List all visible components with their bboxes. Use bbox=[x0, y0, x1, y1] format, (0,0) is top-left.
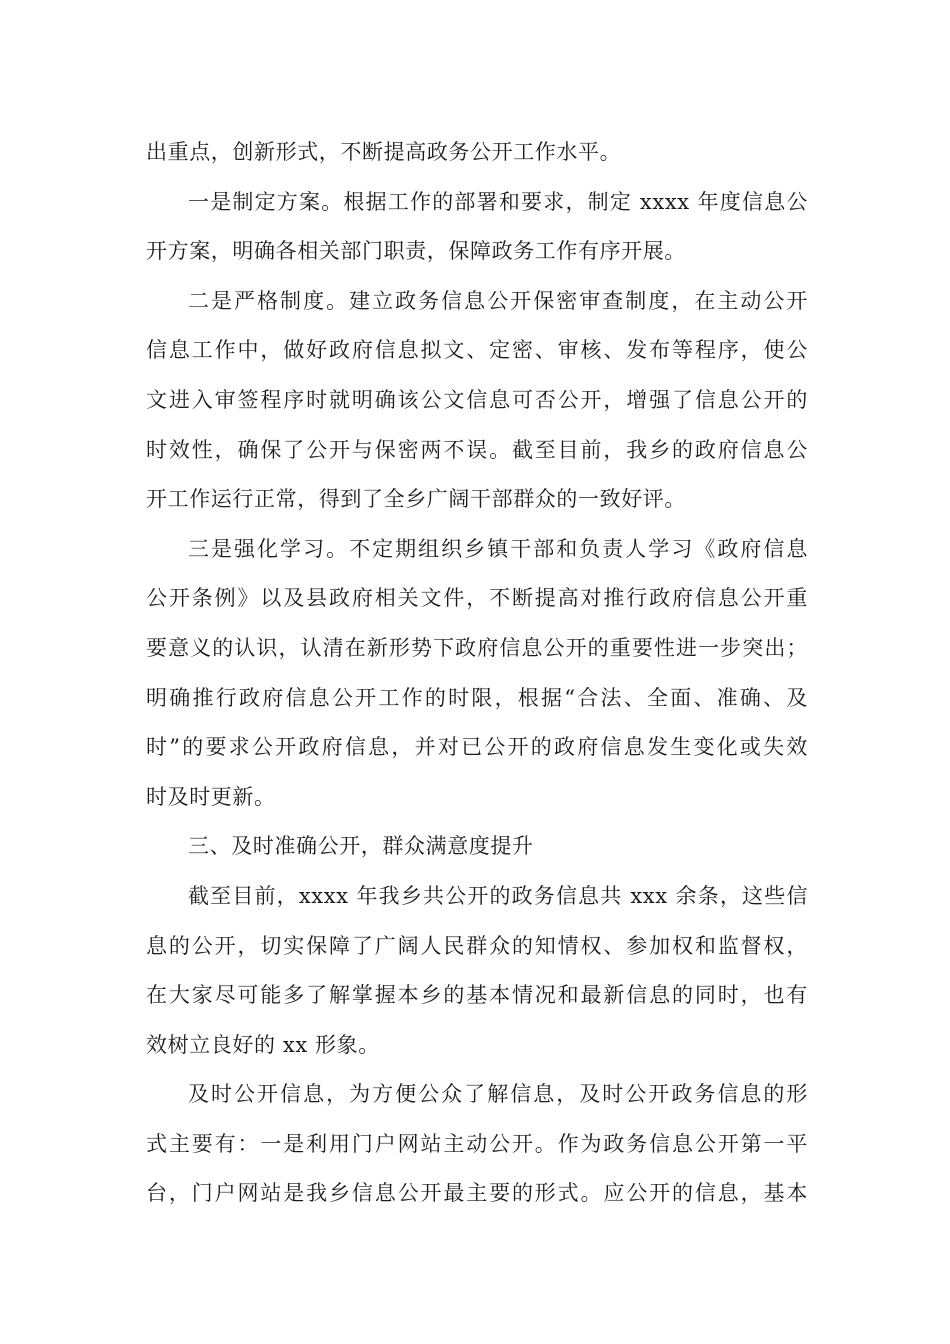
text-line: 时”的要求公开政府信息，并对已公开的政府信息发生变化或失效 bbox=[146, 735, 808, 760]
text-line: 文进入审签程序时就明确该公文信息可否公开，增强了信息公开的 bbox=[146, 387, 808, 412]
text-line: 明确推行政府信息公开工作的时限，根据“合法、全面、准确、及 bbox=[146, 685, 808, 710]
text-line: 在大家尽可能多了解掌握本乡的基本情况和最新信息的同时，也有 bbox=[146, 983, 808, 1008]
paragraph-start-line: 二是严格制度。建立政务信息公开保密审查制度，在主动公开 bbox=[188, 288, 808, 313]
text-line: 台，门户网站是我乡信息公开最主要的形式。应公开的信息，基本 bbox=[146, 1181, 808, 1206]
paragraph-start-line: 截至目前，xxxx 年我乡共公开的政务信息共 xxx 余条，这些信 bbox=[188, 883, 808, 908]
text-line: 开工作运行正常，得到了全乡广阔干部群众的一致好评。 bbox=[146, 487, 686, 512]
text-line: 开方案，明确各相关部门职责，保障政务工作有序开展。 bbox=[146, 239, 686, 264]
text-line: 时及时更新。 bbox=[146, 784, 276, 809]
paragraph-start-line: 一是制定方案。根据工作的部署和要求，制定 xxxx 年度信息公 bbox=[188, 189, 808, 214]
text-line: 出重点，创新形式，不断提高政务公开工作水平。 bbox=[146, 140, 622, 164]
section-heading: 三、及时准确公开，群众满意度提升 bbox=[188, 834, 534, 859]
text-line: 效树立良好的 xx 形象。 bbox=[146, 1032, 380, 1057]
paragraph-start-line: 及时公开信息，为方便公众了解信息，及时公开政务信息的形 bbox=[188, 1082, 808, 1107]
text-line: 信息工作中，做好政府信息拟文、定密、审核、发布等程序，使公 bbox=[146, 338, 808, 363]
document-body bbox=[146, 128, 808, 1219]
text-line: 要意义的认识，认清在新形势下政府信息公开的重要性进一步突出； bbox=[146, 635, 808, 660]
paragraph-start-line: 三是强化学习。不定期组织乡镇干部和负责人学习《政府信息 bbox=[188, 536, 808, 561]
text-line: 公开条例》以及县政府相关文件，不断提高对推行政府信息公开重 bbox=[146, 586, 808, 611]
text-line: 息的公开，切实保障了广阔人民群众的知情权、参加权和监督权， bbox=[146, 933, 808, 958]
text-line: 式主要有：一是利用门户网站主动公开。作为政务信息公开第一平 bbox=[146, 1131, 808, 1156]
text-line: 时效性，确保了公开与保密两不误。截至目前，我乡的政府信息公 bbox=[146, 437, 808, 462]
